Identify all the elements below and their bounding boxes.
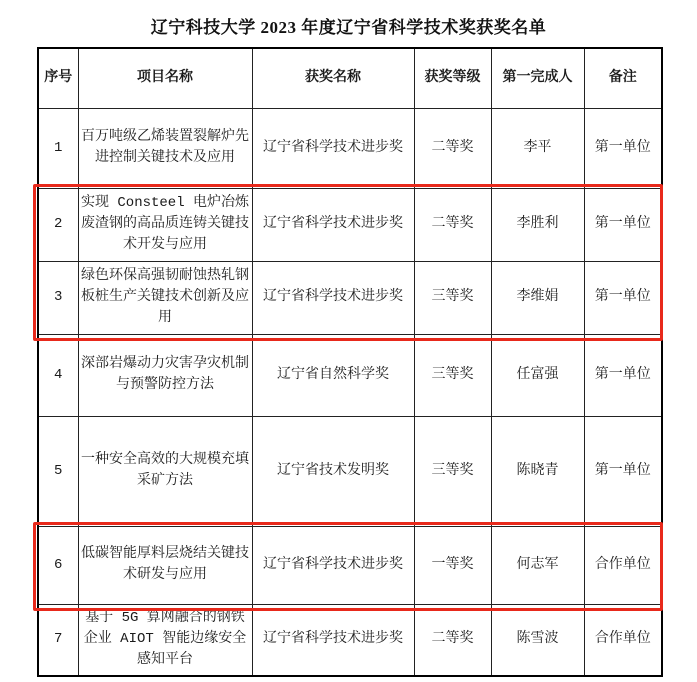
cell-note: 合作单位 (584, 526, 662, 604)
page-title: 辽宁科技大学 2023 年度辽宁省科学技术奖获奖名单 (150, 18, 547, 37)
cell-first-completer: 李平 (491, 108, 584, 188)
cell-first-completer: 李胜利 (491, 188, 584, 261)
cell-award: 辽宁省技术发明奖 (252, 416, 414, 526)
cell-project: 一种安全高效的大规模充填采矿方法 (78, 416, 252, 526)
cell-project: 深部岩爆动力灾害孕灾机制与预警防控方法 (78, 334, 252, 416)
cell-award: 辽宁省科学技术进步奖 (252, 108, 414, 188)
cell-award: 辽宁省科学技术进步奖 (252, 261, 414, 334)
cell-grade: 三等奖 (414, 416, 491, 526)
cell-award: 辽宁省科学技术进步奖 (252, 188, 414, 261)
cell-first-completer: 陈雪波 (491, 604, 584, 676)
cell-no: 2 (38, 188, 78, 261)
cell-first-completer: 何志军 (491, 526, 584, 604)
cell-no: 4 (38, 334, 78, 416)
cell-grade: 一等奖 (414, 526, 491, 604)
cell-no: 5 (38, 416, 78, 526)
cell-note: 第一单位 (584, 334, 662, 416)
cell-award: 辽宁省自然科学奖 (252, 334, 414, 416)
cell-project: 绿色环保高强韧耐蚀热轧钢板桩生产关键技术创新及应用 (78, 261, 252, 334)
cell-note: 第一单位 (584, 108, 662, 188)
cell-no: 7 (38, 604, 78, 676)
cell-project: 低碳智能厚料层烧结关键技术研发与应用 (78, 526, 252, 604)
column-header-first-completer: 第一完成人 (491, 48, 584, 108)
cell-project: 基于 5G 算网融合的钢铁企业 AIOT 智能边缘安全感知平台 (78, 604, 252, 676)
header-row (38, 48, 662, 108)
cell-grade: 二等奖 (414, 188, 491, 261)
cell-award: 辽宁省科学技术进步奖 (252, 604, 414, 676)
column-header-award: 获奖名称 (252, 48, 414, 108)
table-row (38, 604, 662, 676)
cell-note: 第一单位 (584, 188, 662, 261)
cell-project: 百万吨级乙烯装置裂解炉先进控制关键技术及应用 (78, 108, 252, 188)
cell-first-completer: 任富强 (491, 334, 584, 416)
table-row (38, 416, 662, 526)
cell-first-completer: 李维娟 (491, 261, 584, 334)
cell-project: 实现 Consteel 电炉冶炼废渣钢的高品质连铸关键技术开发与应用 (78, 188, 252, 261)
cell-grade: 三等奖 (414, 261, 491, 334)
cell-note: 第一单位 (584, 261, 662, 334)
cell-grade: 二等奖 (414, 108, 491, 188)
column-header-no: 序号 (38, 48, 78, 108)
cell-award: 辽宁省科学技术进步奖 (252, 526, 414, 604)
table-row (38, 108, 662, 188)
table-row (38, 188, 662, 261)
column-header-note: 备注 (584, 48, 662, 108)
cell-first-completer: 陈晓青 (491, 416, 584, 526)
table-row (38, 526, 662, 604)
awards-table (37, 47, 663, 677)
cell-note: 合作单位 (584, 604, 662, 676)
column-header-project: 项目名称 (78, 48, 252, 108)
column-header-grade: 获奖等级 (414, 48, 491, 108)
table-row (38, 334, 662, 416)
cell-no: 1 (38, 108, 78, 188)
cell-no: 3 (38, 261, 78, 334)
cell-no: 6 (38, 526, 78, 604)
cell-note: 第一单位 (584, 416, 662, 526)
table-row (38, 261, 662, 334)
cell-grade: 二等奖 (414, 604, 491, 676)
cell-grade: 三等奖 (414, 334, 491, 416)
